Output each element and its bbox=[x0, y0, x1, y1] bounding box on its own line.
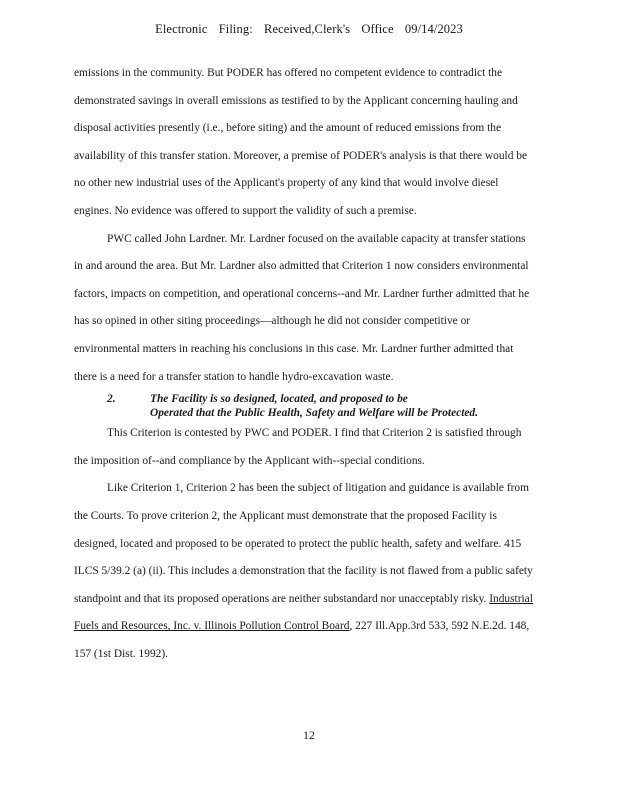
criterion-title-line2: Operated that the Public Health, Safety and Welfare will be Protected. bbox=[150, 407, 478, 420]
case-reporter: , 227 Ill.App.3rd 533, 592 N.E.2d. 148, 157 (1st Dist. 1992). bbox=[74, 620, 530, 660]
header-office: Office bbox=[361, 22, 394, 36]
criterion-number: 2. bbox=[107, 393, 116, 406]
paragraph-criterion-2-text: Like Criterion 1, Criterion 2 has been the subject of litigation and guidance is available from the Courts. To prove criterion 2, the Applicant must demonstrate that the proposed Facility is designed, located and proposed to be operated to protect the public health, safety and welfare. 415 ILCS 5/39.2 (a) (ii). This includes a demonstration that the facility is not flawed from a public safety standpoint and that its proposed operations are neither substandard nor unacceptably risky. bbox=[74, 482, 533, 605]
page-number: 12 bbox=[303, 728, 315, 742]
paragraph-criterion-2 bbox=[74, 475, 534, 668]
criterion-heading bbox=[74, 392, 534, 420]
criterion-title bbox=[150, 392, 500, 420]
paragraph-contested: This Criterion is contested by PWC and PODER. I find that Criterion 2 is satisfied through the imposition of--and compliance by the Applicant with--special conditions. bbox=[74, 427, 522, 467]
case-citation: Industrial Fuels and Resources, Inc. v. Illinois Pollution Control Board bbox=[74, 592, 533, 633]
header-electronic: Electronic bbox=[155, 22, 208, 36]
header-date: 09/14/2023 bbox=[404, 22, 463, 36]
filing-header bbox=[0, 22, 618, 37]
paragraph-emissions: emissions in the community. But PODER has offered no competent evidence to contradict the demonstrated savings in overall emissions as testified to by the Applicant concerning hauling and disposal activities presently (i.e., before siting) and the amount of reduced emissions from the availability of this transfer station. Moreover, a premise of PODER's analysis is that there would be no other new industrial uses of the Applicant's property of any kind that would involve diesel engines. No evidence was offered to support the validity of such a premise. bbox=[74, 67, 528, 217]
header-received-clerk: Received,Clerk's bbox=[264, 22, 351, 36]
document-body bbox=[74, 60, 534, 668]
criterion-title-line1: The Facility is so designed, located, and proposed to be bbox=[150, 393, 408, 406]
header-filing: Filing: bbox=[218, 22, 253, 36]
paragraph-lardner: PWC called John Lardner. Mr. Lardner focused on the available capacity at transfer stations in and around the area. But Mr. Lardner also admitted that Criterion 1 now considers environmental factors, impacts on competition, and operational concerns--and Mr. Lardner further admitted that he has so opined in other siting proceedings—although he did not consider competitive or environmental matters in reaching his conclusions in this case. Mr. Lardner further admitted that there is a need for a transfer station to handle hydro-excavation waste. bbox=[74, 232, 530, 383]
